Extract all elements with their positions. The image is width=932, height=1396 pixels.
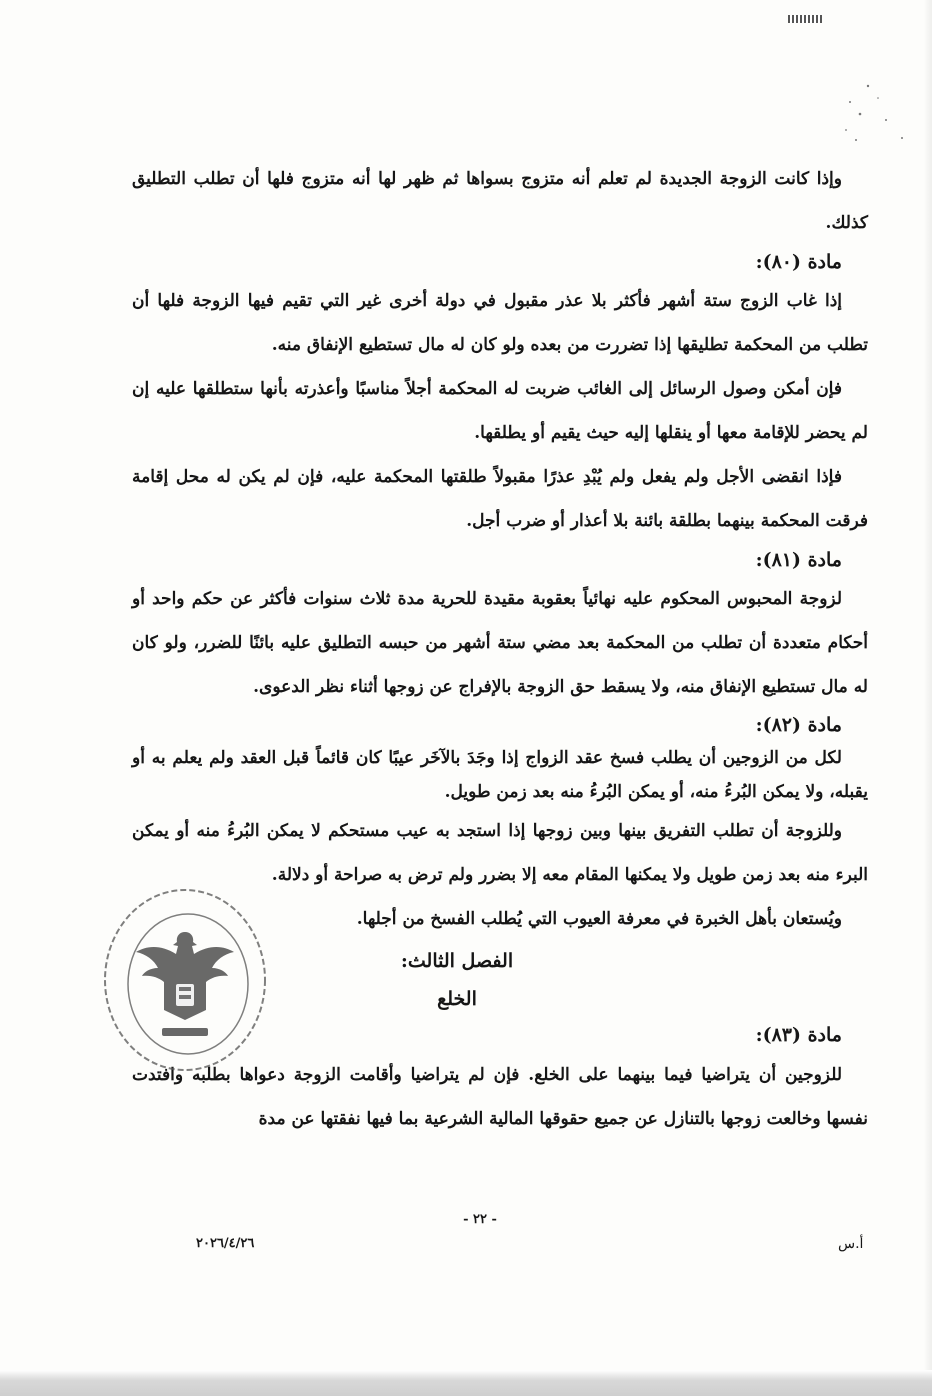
scan-mark [788,15,822,23]
paragraph-intro: وإذا كانت الزوجة الجديدة لم تعلم أنه متزوج بسواها ثم ظهر لها أنه متزوج فلها أن تطلب التطليق كذلك. [132,169,868,233]
chapter-name: الخلع [437,988,477,1010]
article-80-paragraph-3: فإذا انقضى الأجل ولم يفعل ولم يُبْدِ عذرًا مقبولاً طلقتها المحكمة عليه، فإن لم يكن له محل إقامة فرقت المحكمة بينهما بطلقة بائنة بلا أعذار أو ضرب أجل. [132,467,868,531]
scan-specks [838,80,918,150]
article-80-paragraph-2: فإن أمكن وصول الرسائل إلى الغائب ضربت له المحكمة أجلاً مناسبًا وأعذرته بأنها ستطلقها عليه إن لم يحضر للإقامة معها أو ينقلها إليه حيث يقيم أو يطلقها. [132,379,868,443]
document-date: ٢٠٢٦/٤/٢٦ [196,1236,255,1251]
page-number: - ٢٢ - [463,1212,497,1227]
scan-bottom-edge [0,1370,932,1396]
article-80-paragraph-1: إذا غاب الزوج ستة أشهر فأكثر بلا عذر مقبول في دولة أخرى غير التي تقيم فيها الزوجة فلها أن تطلب من المحكمة تطليقها إذا تضررت من بعده ولو كان له مال تستطيع الإنفاق منه. [132,291,868,355]
article-83-paragraph: للزوجين أن يتراضيا فيما بينهما على الخلع. فإن لم يتراضيا وأقامت الزوجة دعواها بطلبه وافتدت نفسها وخالعت زوجها بالتنازل عن جميع حقوقها المالية الشرعية بما فيها نفقتها عن مدة [132,1065,868,1129]
article-81-heading: مادة (٨١): [755,549,842,571]
article-82-paragraph-1: لكل من الزوجين أن يطلب فسخ عقد الزواج إذا وجَدَ بالآخَر عيبًا كان قائماً قبل العقد ولم يعلم به أو يقبله، ولا يمكن البُرءُ منه، أو يمكن البُرءُ منه بعد زمن طويل. [132,748,868,802]
article-82-paragraph-2: وللزوجة أن تطلب التفريق بينها وبين زوجها إذا استجد به عيب مستحكم لا يمكن البُرءُ منه أو يمكن البرء منه بعد زمن طويل ولا يمكنها المقام معه إلا بضرر ولم ترض به صراحة أو دلالة. [132,821,868,885]
article-83-heading: مادة (٨٣): [755,1024,842,1046]
scan-edge-shadow [924,0,932,1396]
article-80-heading: مادة (٨٠): [755,251,842,273]
chapter-title: الفصل الثالث: [400,950,514,972]
article-82-paragraph-3: ويُستعان بأهل الخبرة في معرفة العيوب التي يُطلب الفسخ من أجلها. [356,909,842,929]
article-81-paragraph: لزوجة المحبوس المحكوم عليه نهائياً بعقوبة مقيدة للحرية مدة ثلاث سنوات فأكثر عن حكم واحد أو أحكام متعددة أن تطلب من المحكمة بعد مضي ستة أشهر من حبسه التطليق عليه بائنًا للضرر، ولو كان له مال تستطيع الإنفاق منه، ولا يسقط حق الزوجة بالإفراج عن زوجها أثناء نظر الدعوى. [132,589,868,697]
eagle-seal-icon [92,880,278,1086]
article-82-heading: مادة (٨٢): [755,714,842,736]
author-initials: أ.س [838,1236,864,1252]
